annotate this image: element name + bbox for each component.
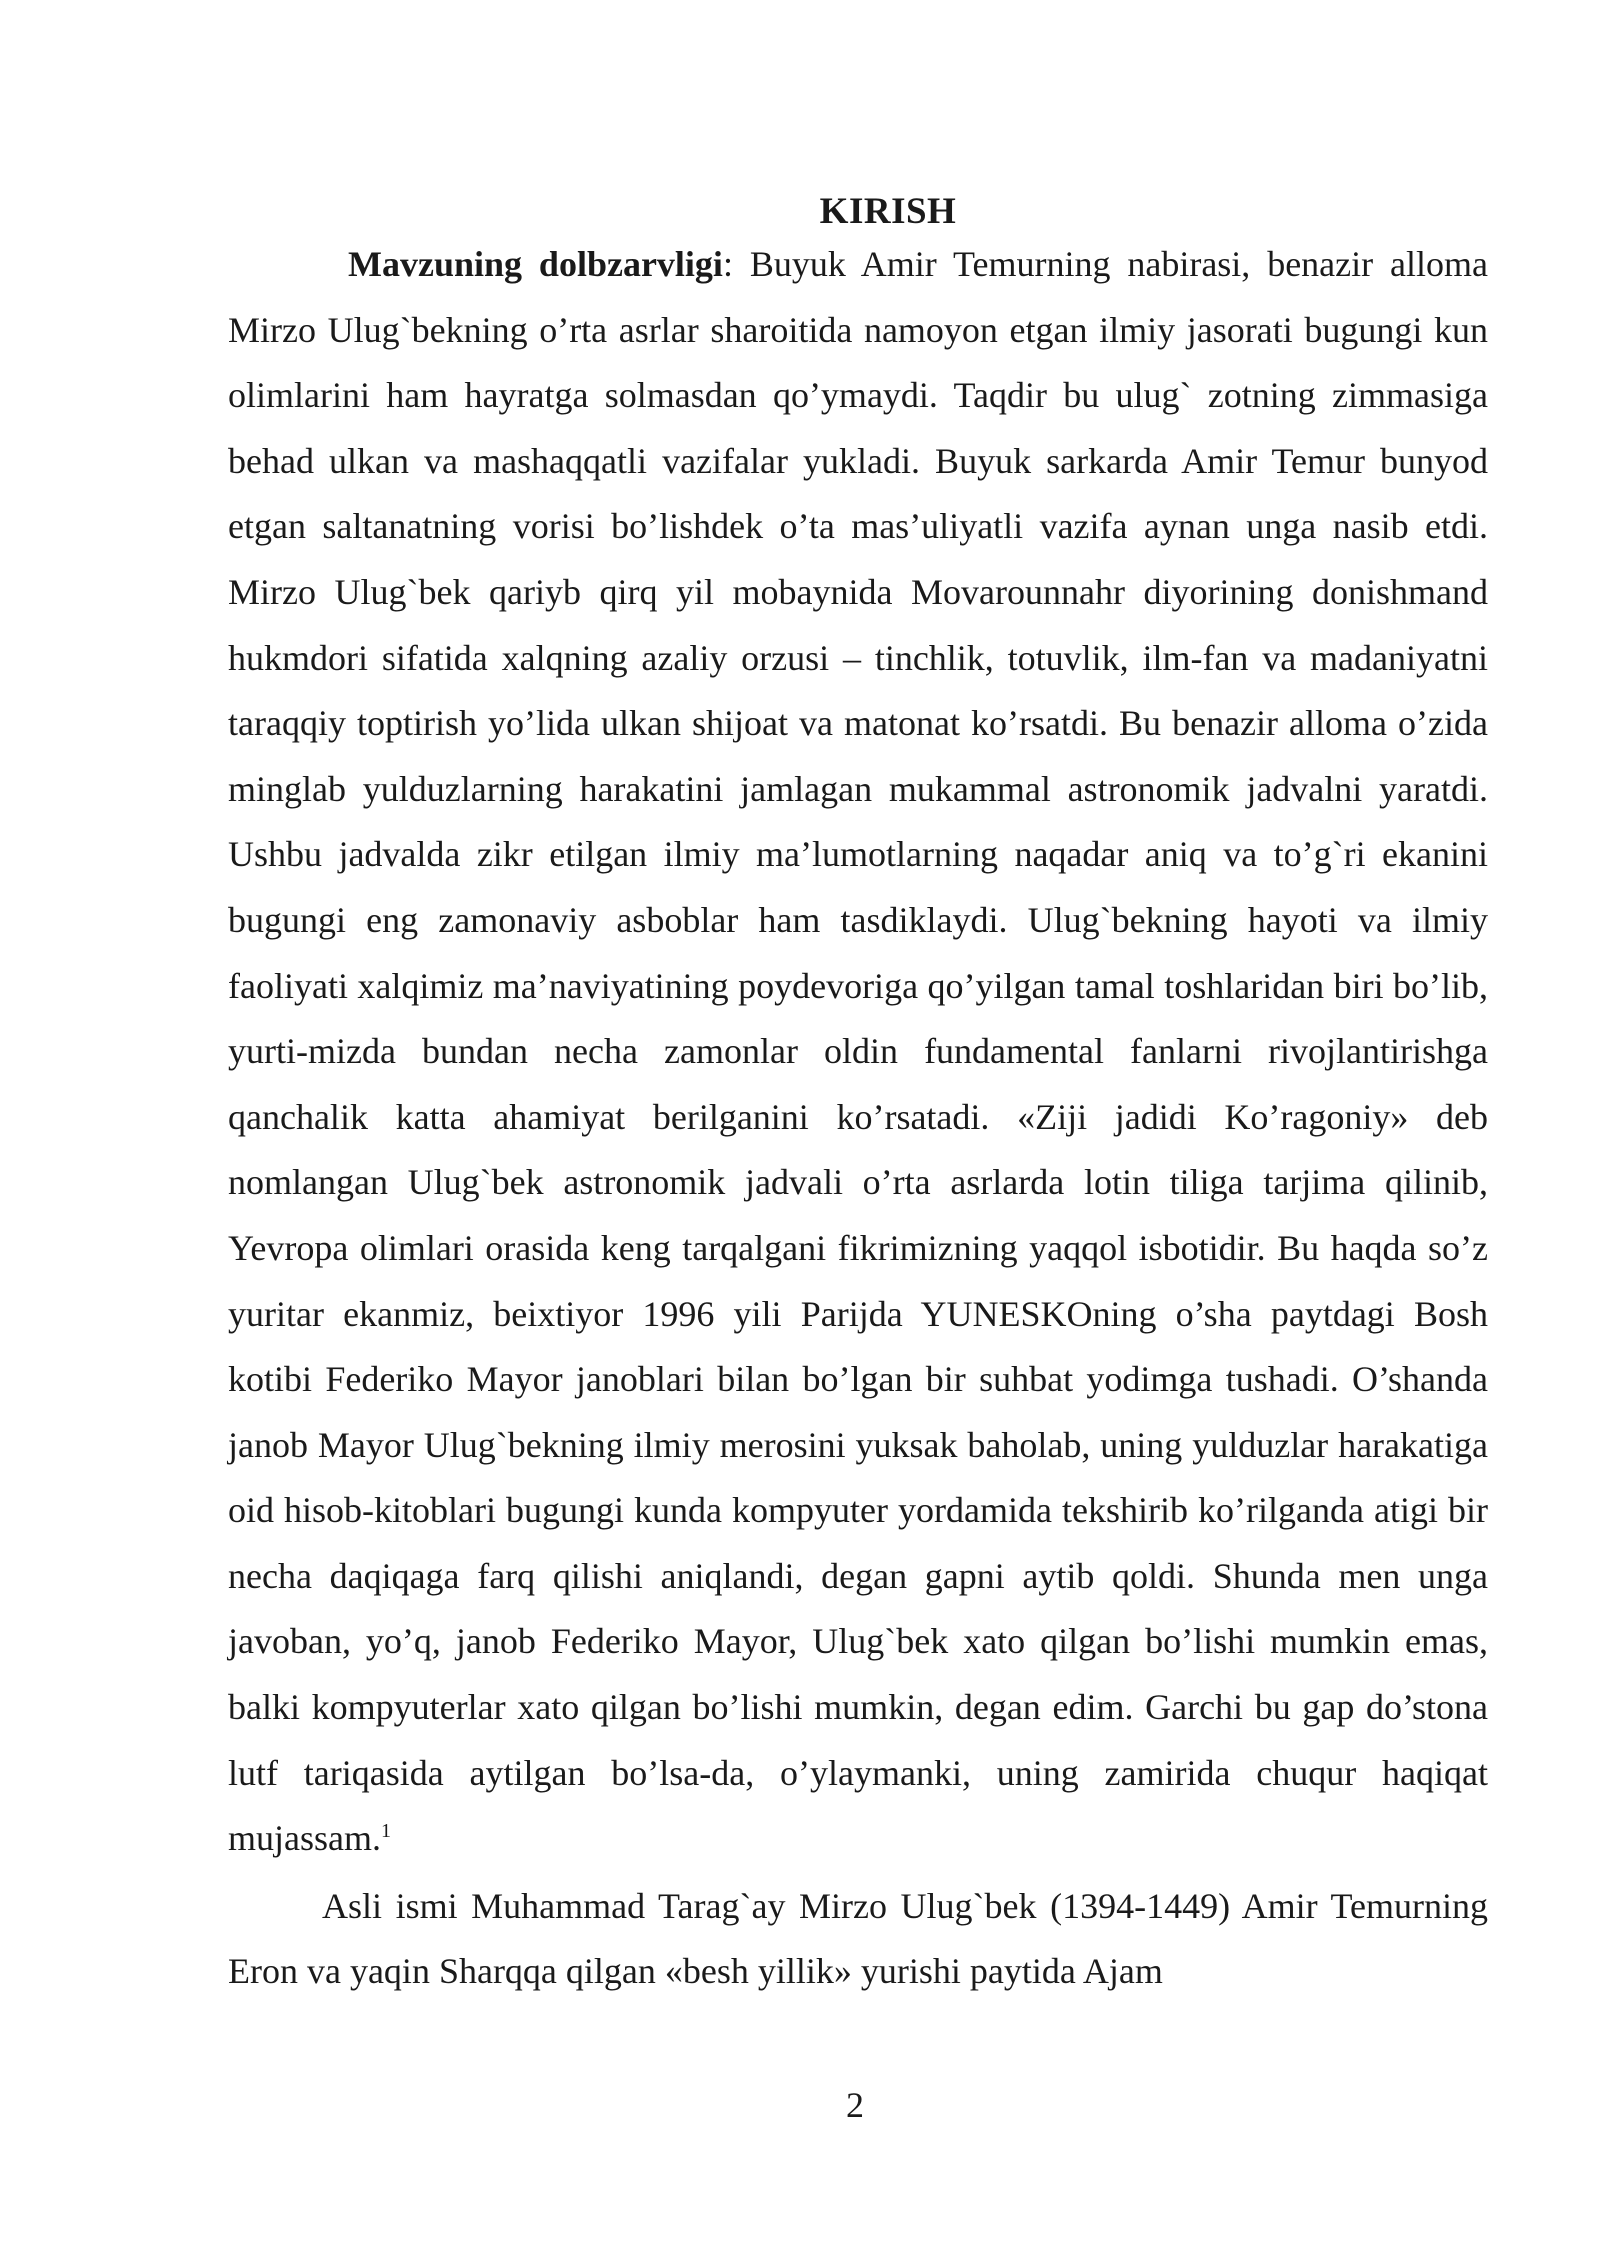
paragraph-body-text: : Buyuk Amir Temurning nabirasi, benazir alloma Mirzo Ulug`bekning o’rta asrlar sharoitida namoyon etgan ilmiy jasorati bugungi kun olimlarini ham hayratga solmasdan qo’ymaydi. Taqdir bu ulug` zotning zimmasiga behad ulkan va mashaqqatli vazifalar yukladi. Buyuk sarkarda Amir Temur bunyod etgan saltanatning vorisi bo’lishdek o’ta mas’uliyatli vazifa aynan unga nasib etdi. Mirzo Ulug`bek qariyb qirq yil mobaynida Movarounnahr diyorining donishmand hukmdori sifatida xalqning azaliy orzusi – tinchlik, totuvlik, ilm-fan va madaniyatni taraqqiy toptirish yo’lida ulkan shijoat va matonat ko’rsatdi. Bu benazir alloma o’zida minglab yulduzlarning harakatini jamlagan mukammal astronomik jadvalni yaratdi. Ushbu jadvalda zikr etilgan ilmiy ma’lumotlarning naqadar aniq va to’g`ri ekanini bugungi eng zamonaviy asboblar ham tasdiklaydi. Ulug`bekning hayoti va ilmiy faoliyati xalqimiz ma’naviyatining poydevoriga qo’yilgan tamal toshlaridan biri bo’lib, yurti-mizda bundan necha zamonlar oldin fundamental fanlarni rivojlantirishga qanchalik katta ahamiyat berilganini ko’rsatadi. «Ziji jadidi Ko’ragoniy» deb nomlangan Ulug`bek astronomik jadvali o’rta asrlarda lotin tiliga tarjima qilinib, Yevropa olimlari orasida keng tarqalgani fikrimizning yaqqol isbotidir. Bu haqda so’z yuritar ekanmiz, beixtiyor 1996 yili Parijda YUNESKOning o’sha paytdagi Bosh kotibi Federiko Mayor janoblari bilan bo’lgan bir suhbat yodimga tushadi. O’shanda janob Mayor Ulug`bekning ilmiy merosini yuksak baholab, uning yulduzlar harakatiga oid hisob-kitoblari bugungi kunda kompyuter yordamida tekshirib ko’rilganda atigi bir necha daqiqaga farq qilishi aniqlandi, degan gapni aytib qoldi. Shunda men unga javoban, yo’q, janob Federiko Mayor, Ulug`bek xato qilgan bo’lishi mumkin emas, balki kompyuterlar xato qilgan bo’lishi mumkin, degan edim. Garchi bu gap do’stona lutf tariqasida aytilgan bo’lsa-da, o’ylaymanki, uning zamirida chuqur haqiqat mujassam. bbox=[228, 244, 1488, 1859]
section-heading: KIRISH bbox=[819, 191, 957, 232]
page-number: 2 bbox=[846, 2085, 864, 2125]
paragraph-relevance bbox=[228, 232, 1488, 1872]
paragraph-biography: Asli ismi Muhammad Tarag`ay Mirzo Ulug`bek (1394-1449) Amir Temurning Eron va yaqin Sharqqa qilgan «besh yillik» yurishi paytida Ajam bbox=[228, 1885, 1488, 1992]
paragraph-lead-term: Mavzuning dolbzarvligi bbox=[348, 244, 723, 284]
document-page bbox=[228, 192, 1488, 2005]
footnote-marker[interactable]: 1 bbox=[380, 1820, 391, 1843]
